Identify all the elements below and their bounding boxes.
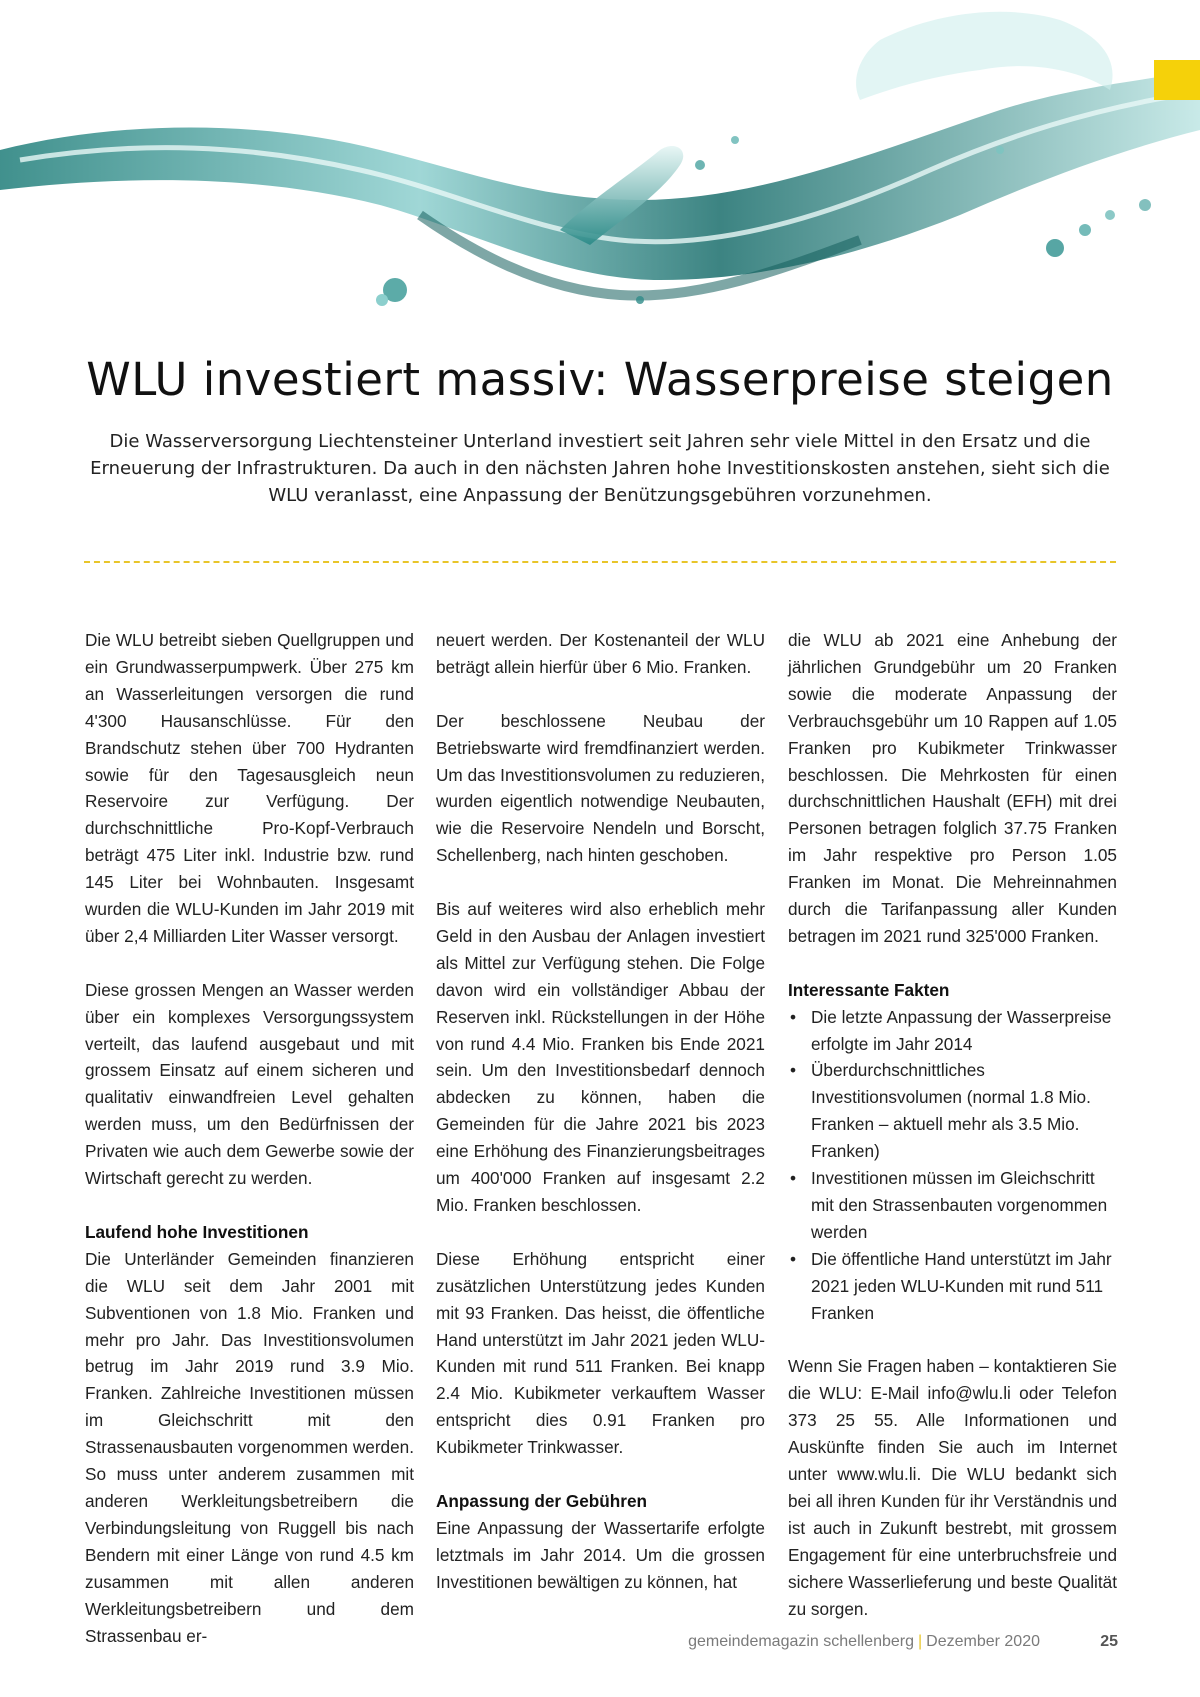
- text-column-1: [85, 627, 414, 1676]
- paragraph: Bis auf weiteres wird also erheblich mehr Geld in den Ausbau der Anlagen investiert als Mittel zur Verfügung stehen. Die Folge davon wird ein vollständiger Abbau der Reserven inkl. Rückstellungen in der Höhe von rund 4.4 Mio. Franken bis Ende 2021 sein. Um den Investitionsbedarf dennoch abdecken zu können, haben die Gemeinden für die Jahre 2021 bis 2023 eine Erhöhung des Finanzierungsbeitrages um 400'000 Franken auf insgesamt 2.2 Mio. Franken beschlossen.: [436, 899, 765, 1215]
- dashed-divider: [84, 561, 1116, 563]
- footer-magazine: gemeindemagazin schellenberg: [688, 1633, 914, 1650]
- text-column-2: [436, 627, 765, 1622]
- list-item: • Die öffentliche Hand unterstützt im Jahr 2021 jeden WLU-Kunden mit rund 511 Franken: [788, 1246, 1117, 1327]
- paragraph: die WLU ab 2021 eine Anhebung der jährlichen Grundgebühr um 20 Franken sowie die moderate Anpassung der Verbrauchsgebühr um 10 Rappen auf 1.05 Franken pro Kubikmeter Trinkwasser beschlossen. Die Mehrkosten für einen durchschnittlichen Haushalt (EFH) mit drei Personen betragen folglich 37.75 Franken im Jahr respektive pro Person 1.05 Franken im Monat. Die Mehreinnahmen durch die Tarifanpassung aller Kunden betragen im 2021 rund 325'000 Franken.: [788, 630, 1117, 946]
- article-lead: Die Wasserversorgung Liechtensteiner Unterland investiert seit Jahren sehr viele Mittel in den Ersatz und die Erneuerung der Infrastrukturen. Da auch in den nächsten Jahren hohe Investitionskosten anstehen, sieht sich die WLU veranlasst, eine Anpassung der Benützungsgebühren vorzunehmen.: [90, 431, 1110, 506]
- list-item: • Überdurchschnittliches Investitionsvolumen (normal 1.8 Mio. Franken – aktuell mehr als 3.5 Mio. Franken): [788, 1057, 1117, 1165]
- page-footer: [600, 1629, 1118, 1655]
- water-splash-image: [0, 0, 1200, 330]
- paragraph: Eine Anpassung der Wassertarife erfolgte letztmals im Jahr 2014. Um die grossen Investitionen bewältigen zu können, hat: [436, 1517, 765, 1592]
- paragraph: neuert werden. Der Kostenanteil der WLU beträgt allein hierfür über 6 Mio. Franken.: [436, 630, 765, 677]
- list-item: • Investitionen müssen im Gleichschritt mit den Strassenbauten vorgenommen werden: [788, 1165, 1117, 1246]
- paragraph: Die Unterländer Gemeinden finanzieren die WLU seit dem Jahr 2001 mit Subventionen von 1.8 Mio. Franken und mehr pro Jahr. Das Investitionsvolumen betrug im Jahr 2019 rund 3.9 Mio. Franken. Zahlreiche Investitionen müssen im Gleichschritt mit den Strassenausbauten vorgenommen werden. So muss unter anderem zusammen mit anderen Werkleitungsbetreibern die Verbindungsleitung von Ruggell bis nach Bendern mit einer Länge von rund 4.5 km zusammen mit allen anderen Werkleitungsbetreibern und dem Strassenbau er-: [85, 1248, 414, 1646]
- text-column-3: [788, 627, 1117, 1649]
- facts-list: [788, 1004, 1117, 1327]
- footer-publication: [688, 1629, 1040, 1655]
- paragraph: Wenn Sie Fragen haben – kontaktieren Sie die WLU: E-Mail info@wlu.li oder Telefon 373 25 55. Alle Informationen und Auskünfte finden Sie auch im Internet unter www.wlu.li. Die WLU bedankt sich bei all ihren Kunden für ihr Verständnis und ist auch in Zukunft bestrebt, mit grossem Engagement für eine unterbruchsfreie und sichere Wasserlieferung und beste Qualität zu sorgen.: [788, 1356, 1117, 1619]
- section-heading: Anpassung der Gebühren: [436, 1490, 648, 1511]
- section-heading: Laufend hohe Investitionen: [85, 1221, 309, 1242]
- footer-date: Dezember 2020: [926, 1633, 1040, 1650]
- paragraph: Diese grossen Mengen an Wasser werden über ein komplexes Versorgungssystem verteilt, das laufend ausgebaut und mit grossem Einsatz auf einem sicheren und qualitativ einwandfreien Level gehalten werden muss, um den Bedürfnissen der Privaten wie auch dem Gewerbe sowie der Wirtschaft gerecht zu werden.: [85, 979, 414, 1189]
- page-number: 25: [1100, 1633, 1118, 1650]
- article-title: WLU investiert massiv: Wasserpreise steigen: [86, 353, 1114, 406]
- paragraph: Die WLU betreibt sieben Quellgruppen und ein Grundwasserpumpwerk. Über 275 km an Wasserleitungen versorgen die rund 4'300 Hausanschlüsse. Für den Brandschutz stehen über 700 Hydranten sowie für den Tagesausgleich neun Reservoire zur Verfügung. Der durchschnittliche Pro-Kopf-Verbrauch beträgt 475 Liter inkl. Industrie bzw. rund 145 Liter bei Wohnbauten. Insgesamt wurden die WLU-Kunden im Jahr 2019 mit über 2,4 Milliarden Liter Wasser versorgt.: [85, 630, 414, 946]
- accent-tab: [1154, 60, 1200, 100]
- paragraph: Der beschlossene Neubau der Betriebswarte wird fremdfinanziert werden. Um das Investitionsvolumen zu reduzieren, wurden eigentlich notwendige Neubauten, wie die Reservoire Nendeln und Borscht, Schellenberg, nach hinten geschoben.: [436, 710, 765, 866]
- paragraph: Diese Erhöhung entspricht einer zusätzlichen Unterstützung jedes Kunden mit 93 Franken. Das heisst, die öffentliche Hand unterstützt im Jahr 2021 jeden WLU-Kunden mit rund 511 Franken. Bei knapp 2.4 Mio. Kubikmeter verkauftem Wasser entspricht dies 0.91 Franken pro Kubikmeter Trinkwasser.: [436, 1248, 765, 1458]
- footer-separator: |: [918, 1633, 923, 1650]
- list-item: • Die letzte Anpassung der Wasserpreise erfolgte im Jahr 2014: [788, 1004, 1117, 1058]
- section-heading: Interessante Fakten: [788, 979, 950, 1000]
